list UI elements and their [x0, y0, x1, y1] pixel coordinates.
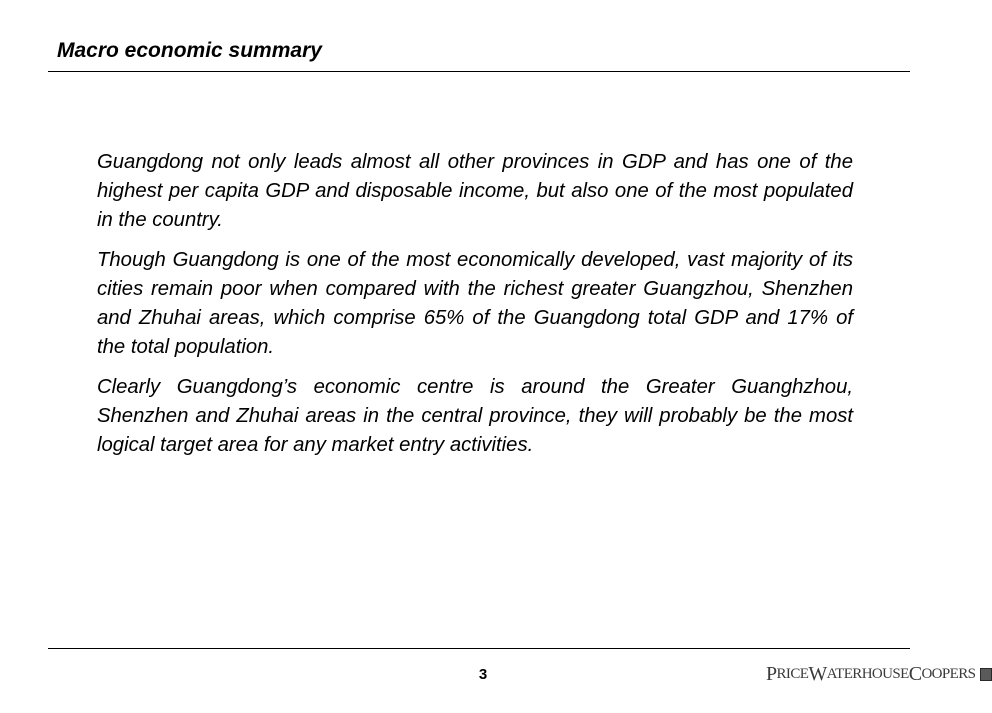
footer-divider	[48, 648, 910, 649]
summary-paragraph: Though Guangdong is one of the most economically developed, vast majority of its cities remain poor when compared with the richest greater Guangzhou, Shenzhen and Zhuhai areas, which comprise 65% of the Guangdong total GDP and 17% of the total population.	[97, 249, 853, 358]
logo-mark-icon	[980, 668, 992, 681]
summary-paragraph: Clearly Guangdong’s economic centre is around the Greater Guanghzhou, Shenzhen and Zhuhai areas in the central province, they will probably be the most logical target area for any market entry activities.	[97, 376, 853, 456]
slide-title: Macro economic summary	[57, 39, 322, 62]
summary-paragraph: Guangdong not only leads almost all other provinces in GDP and has one of the highest per capita GDP and disposable income, but also one of the most populated in the country.	[97, 151, 853, 231]
company-logo: P RICE W ATERHOUSE C OOPERS	[766, 661, 992, 687]
page-number: 3	[478, 666, 488, 683]
header-divider	[48, 71, 910, 72]
summary-body	[97, 148, 853, 471]
